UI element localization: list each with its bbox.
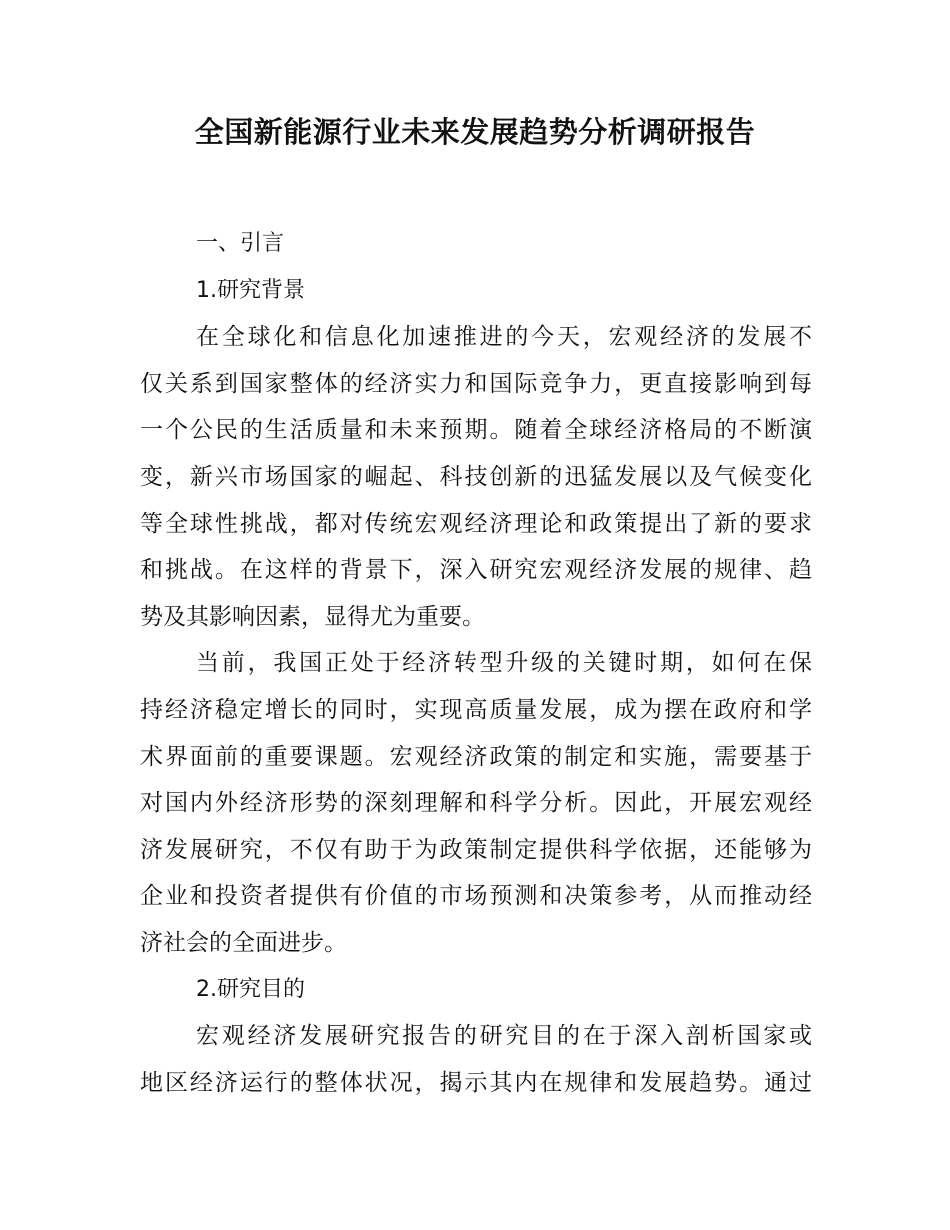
paragraph-line: 等全球性挑战，都对传统宏观经济理论和政策提出了新的要求 [140,510,812,537]
paragraph-line: 地区经济运行的整体状况，揭示其内在规律和发展趋势。通过 [140,1069,812,1096]
subsection-heading-research-purpose: 2.研究目的 [196,976,305,1002]
paragraph-line: 持经济稳定增长的同时，实现高质量发展，成为摆在政府和学 [140,696,812,723]
paragraph-line: 在全球化和信息化加速推进的今天，宏观经济的发展不 [196,324,812,351]
paragraph-line: 和挑战。在这样的背景下，深入研究宏观经济发展的规律、趋 [140,557,812,584]
paragraph-line: 当前，我国正处于经济转型升级的关键时期，如何在保 [196,650,812,677]
document-body [140,221,812,1106]
paragraph-line: 对国内外经济形势的深刻理解和科学分析。因此，开展宏观经 [140,790,812,817]
paragraph-line: 仅关系到国家整体的经济实力和国际竞争力，更直接影响到每 [140,370,812,397]
subsection-heading-research-background: 1.研究背景 [196,277,305,303]
paragraph-purpose-1 [140,1013,812,1106]
section-heading-introduction: 一、引言 [196,231,285,256]
paragraph-line: 一个公民的生活质量和未来预期。随着全球经济格局的不断演 [140,417,812,444]
paragraph-line: 术界面前的重要课题。宏观经济政策的制定和实施，需要基于 [140,743,812,770]
paragraph-line: 济发展研究，不仅有助于为政策制定提供科学依据，还能够为 [140,836,812,863]
document-title: 全国新能源行业未来发展趋势分析调研报告 [194,115,756,149]
paragraph-line: 变，新兴市场国家的崛起、科技创新的迅猛发展以及气候变化 [140,463,812,490]
paragraph-line: 企业和投资者提供有价值的市场预测和决策参考，从而推动经 [140,883,812,910]
paragraph-line: 宏观经济发展研究报告的研究目的在于深入剖析国家或 [196,1023,812,1050]
paragraph-background-2 [140,640,812,966]
paragraph-line: 济社会的全面进步。 [140,929,347,956]
paragraph-background-1 [140,314,812,640]
paragraph-line: 势及其影响因素，显得尤为重要。 [140,603,485,630]
